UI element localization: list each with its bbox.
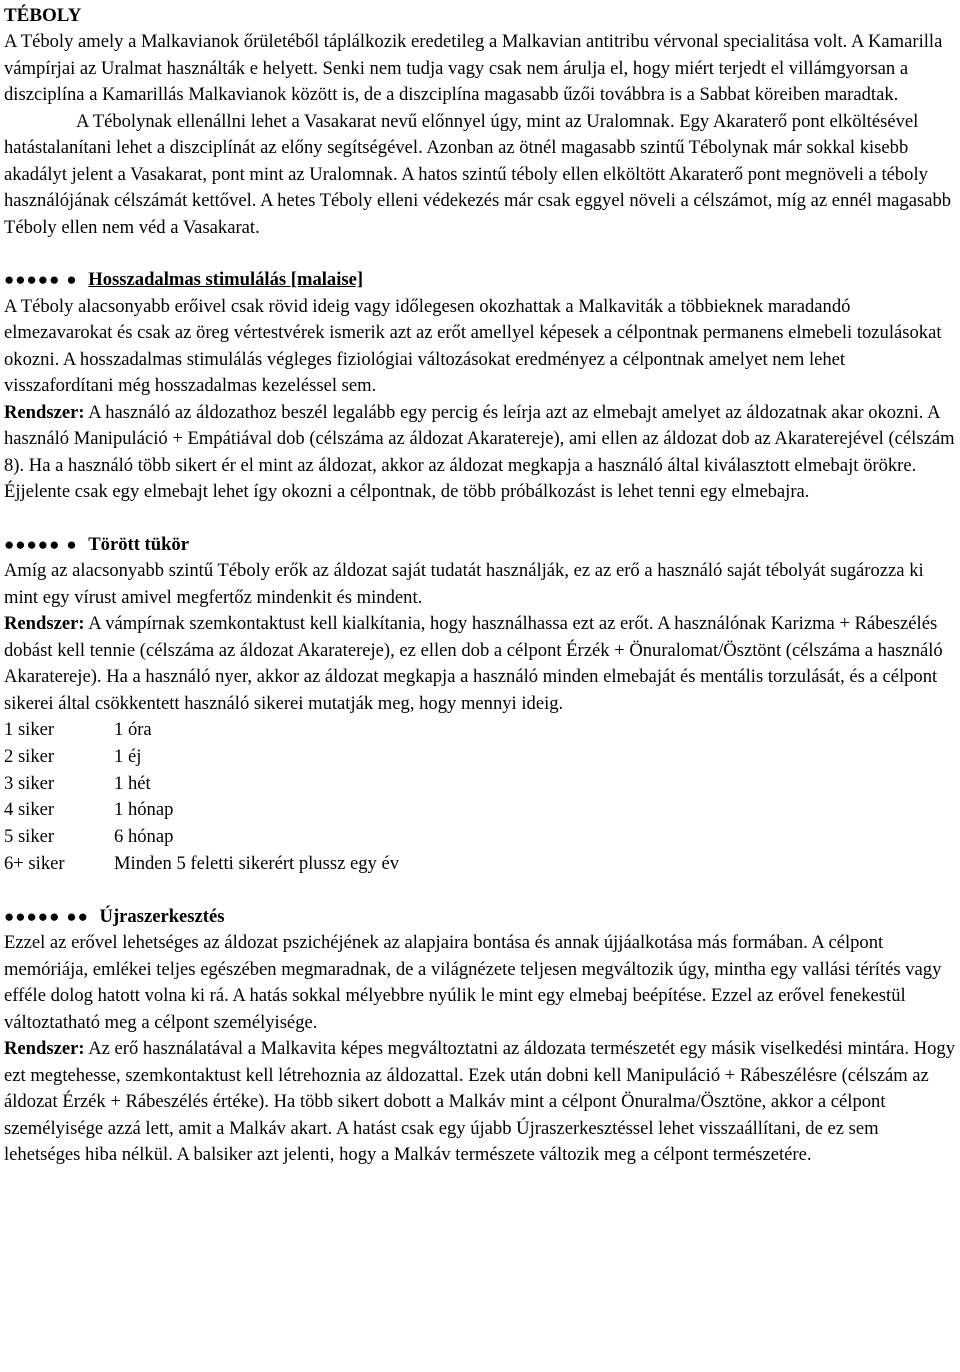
power-heading xyxy=(4,532,956,559)
power-description: Amíg az alacsonyabb szintű Téboly erők az áldozat saját tudatát használják, ez az erő a használó saját tébolyát sugározza ki mint egy vírust amivel megfertőz mindenkit és mindent. xyxy=(4,560,924,608)
power-system xyxy=(4,400,956,506)
level-dots: ●●●●● ● xyxy=(4,534,78,554)
system-label: Rendszer: xyxy=(4,401,85,423)
successes-cell: 6+ siker xyxy=(4,852,65,874)
successes-cell: 3 siker xyxy=(4,772,55,794)
intro-paragraph-1: A Téboly amely a Malkavianok őrületéből táplálkozik eredetileg a Malkavian antitribu vérvonal specialitása volt. A Kamarilla vámpírjai az Uralmat használták e helyett. Senki nem tudja vagy csak nem árulja el, hogy miért terjedt el villámgyorsan a diszciplína a Kamarillás Malkavianok között is, de a diszciplína magasabb űzői továbbra is a Sabbat köreiben maradtak. xyxy=(4,31,943,105)
successes-cell: 2 siker xyxy=(4,745,55,767)
table-row xyxy=(4,824,399,851)
table-row xyxy=(4,717,399,744)
power-title: Hosszadalmas stimulálás [malaise] xyxy=(88,269,364,290)
power-section-ujraszerkesztes xyxy=(4,904,956,1169)
power-heading xyxy=(4,904,956,931)
power-title: Újraszerkesztés xyxy=(99,905,225,927)
system-text: Az erő használatával a Malkavita képes megváltoztatni az áldozata természetét egy másik viselkedési mintára. Hogy ezt megtehesse, szemkontaktust kell létrehoznia az áldozattal. Ezek után dobni kell Manipuláció + Rábeszélésre (célszám az áldozat Érzék + Rábeszélés értéke). Ha több sikert dobott a Malkáv mint a célpont Önuralma/Ösztöne, akkor a célpont személyisége azzá lett, amit a Malkáv akart. A hatást csak egy újabb Újraszerkesztéssel lehet visszaállítani, de ez sem lehetséges hiba nélkül. A balsiker azt jelenti, hogy a Malkáv természete változik meg a célpont természetére. xyxy=(4,1038,956,1166)
successes-cell: 4 siker xyxy=(4,799,55,821)
page-title: TÉBOLY xyxy=(4,5,82,26)
level-dots: ●●●●● ●● xyxy=(4,906,89,926)
successes-cell: 5 siker xyxy=(4,826,55,848)
table-row xyxy=(4,771,399,798)
duration-cell: Minden 5 feletti sikerért plussz egy év xyxy=(114,852,400,874)
power-description: Ezzel az erővel lehetséges az áldozat pszichéjének az alapjaira bontása és annak újjáalkotása más formában. A célpont memóriája, emlékei teljes egészében megmaradnak, de a világnézete teljesen megváltozik úgy, mintha egy vallási térítés vagy efféle dolog hatott volna ki rá. A hatás sokkal mélyebbre nyúlik le mint egy elmebaj beépítése. Ezzel az erővel fenekestül változtatható meg a célpont személyisége. xyxy=(4,932,942,1033)
intro-paragraph-2: A Tébolynak ellenállni lehet a Vasakarat nevű előnnyel úgy, mint az Uralomnak. Egy Akaraterő pont elköltésével hatástalanítani lehet a diszciplínát az előny segítségével. Azonban az ötnél magasabb szintű Tébolynak már sokkal kisebb akadályt jelent a Vasakarat, pont mint az Uralomnak. A hatos szintű téboly ellen elköltött Akaraterő pont megnöveli a téboly használójának célszámát kettővel. A hetes Téboly elleni védekezés már csak eggyel növeli a célszámot, míg az ennél magasabb Téboly ellen nem véd a Vasakarat. xyxy=(4,110,952,238)
power-section-torott-tukor xyxy=(4,532,956,878)
duration-cell: 6 hónap xyxy=(114,826,174,848)
system-text: A vámpírnak szemkontaktust kell kialkítania, hogy használhassa ezt az erőt. A használónak Karizma + Rábeszélés dobást kell tennie (célszáma az áldozat Akaratereje), ez ellen dob a célpont Érzék + Önuralomat/Ösztönt (célszáma a használó Akaratereje). Ha a használó nyer, akkor az áldozat megkapja a használó minden elmebaját és mentális torzulását, és a célpont sikerei által csökkentett használó sikerei mutatják meg, hogy mennyi ideig. xyxy=(4,613,943,714)
power-heading xyxy=(4,267,956,294)
system-label: Rendszer: xyxy=(4,1038,85,1060)
duration-cell: 1 éj xyxy=(114,745,142,767)
system-label: Rendszer: xyxy=(4,613,85,634)
table-row xyxy=(4,851,399,878)
power-section-hosszadalmas-stimulalas xyxy=(4,267,956,506)
duration-cell: 1 hét xyxy=(114,772,151,794)
power-title: Törött tükör xyxy=(88,533,189,555)
duration-cell: 1 óra xyxy=(114,719,152,740)
table-row xyxy=(4,744,399,771)
duration-cell: 1 hónap xyxy=(114,799,174,821)
table-row xyxy=(4,797,399,824)
power-description: A Téboly alacsonyabb erőivel csak rövid ideig vagy időlegesen okozhattak a Malkaviták a többieknek maradandó elmezavarokat és csak az öreg vértestvérek ismerik azt az erőt amellyel képesek a célpontnak permanens elmebeli tozulásokat okozni. A hosszadalmas stimulálás végleges fiziológiai változásokat eredményez a célpontnak amelyet nem lehet visszafordítani még hosszadalmas kezeléssel sem. xyxy=(4,295,942,396)
document-page xyxy=(0,3,960,1169)
power-system xyxy=(4,1036,956,1169)
successes-cell: 1 siker xyxy=(4,719,55,740)
level-dots: ●●●●● ● xyxy=(4,270,78,289)
duration-table xyxy=(4,717,399,878)
system-text: A használó az áldozathoz beszél legalább egy percig és leírja azt az elmebajt amelyet az áldozatnak akar okozni. A használó Manipuláció + Empátiával dob (célszáma az áldozat Akaratereje), ami ellen az áldozat dob az Akaraterejével (célszám 8). Ha a használó több sikert ér el mint az áldozat, akkor az áldozat megkapja a használó által kiválasztott elmebajt örökre. Éjjelente csak egy elmebajt lehet így okozni a célpontnak, de több próbálkozást is lehet tenni egy elmebajra. xyxy=(4,401,955,502)
power-system xyxy=(4,611,956,717)
